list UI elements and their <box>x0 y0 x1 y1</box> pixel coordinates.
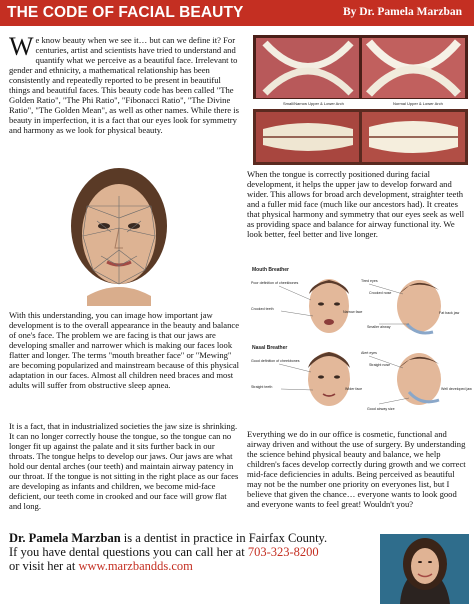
footer-website-line <box>9 560 193 573</box>
footer-phone-number[interactable]: 703-323-8200 <box>247 545 319 559</box>
face-mask-illustration <box>57 166 182 306</box>
mouth-label-5: Smaller airway <box>367 325 391 329</box>
dental-caption-left: Small/Narrow Upper & Lower Arch <box>283 101 344 106</box>
smile-illustration <box>253 109 468 165</box>
drop-cap: W <box>9 32 34 61</box>
footer-author-suffix: is a dentist in practice in Fairfax County. <box>120 531 328 545</box>
nasal-label-5: Well developed jaw <box>441 387 472 391</box>
mouth-label-2: Narrow face <box>343 310 363 314</box>
portrait-illustration <box>380 534 469 604</box>
author-byline: By Dr. Pamela Marzban <box>342 6 462 18</box>
breather-comparison-diagram <box>249 264 472 419</box>
footer-phone-line <box>9 546 319 559</box>
header-banner <box>0 0 474 26</box>
author-portrait <box>380 534 469 604</box>
nasal-label-6: Good airway size <box>367 407 395 411</box>
footer-website-prefix: or visit her at <box>9 559 79 573</box>
golden-ratio-face-image <box>57 166 182 306</box>
smile-photos <box>253 109 468 165</box>
nasal-label-0: Good definition of cheekbones <box>251 359 300 363</box>
page-title: THE CODE OF FACIAL BEAUTY <box>7 4 244 21</box>
office-paragraph: Everything we do in our office is cosmetic, functional and airway driven and without the use of surgery. By understanding the science behind physical beauty and balance, we help children's faces develop correctly during growth and we correct mid-face deficiencies in adults. Being perceived as beautiful may not be the number one priority on everyones list, but I believe that given the chance… everyone wants to look good and everyone wants to feel great! Wouldn't you? <box>247 429 466 509</box>
nasal-label-1: Straight teeth <box>251 385 273 389</box>
dental-caption-right: Normal Upper & Lower Arch <box>393 101 443 106</box>
mouth-label-4: Crooked nose <box>369 291 392 295</box>
footer-phone-prefix: If you have dental questions you can call her at <box>9 545 248 559</box>
tongue-paragraph: When the tongue is correctly positioned during facial development, it helps the upper jaw to develop forward and wider. This allows for broad arch development, straighter teeth and a fuller mid face (much like our ancestors had). It creates that physical harmony and symmetry that our eyes seek as well as providing space and balance for airway functional ity. We look better, feel better and live longer. <box>247 169 465 239</box>
nasal-breather-title: Nasal Breather <box>252 345 288 351</box>
footer-author-line <box>9 532 327 545</box>
dental-arches-photo <box>253 35 468 108</box>
nasal-label-2: Wider face <box>345 387 363 391</box>
breather-diagram-illustration <box>249 264 472 419</box>
mouth-breather-title: Mouth Breather <box>252 267 289 273</box>
industrialized-paragraph: It is a fact, that in industrialized societies the jaw size is shrinking. It can no longer correctly house the tongue, so the tongue can no longer fit up against the palate and it sits further back in our throats. The tongue helps to develop our jaws. Our jaws are what hold our dental arches (our teeth) and maintain airway patency in our throat. If the tongue is not sitting in the right place as our faces are developing as infants and children, we become mid-face deficient, our teeth come in crooked and our face will grow flat and long. <box>9 421 239 511</box>
mouth-label-1: Crooked teeth <box>251 307 274 311</box>
mouth-label-3: Tired eyes <box>361 279 378 283</box>
intro-paragraph <box>9 32 241 136</box>
understanding-paragraph: With this understanding, you can image how important jaw development is to the overall appearance in the beauty and balance of one's face. The problem we are facing is that our jaws are developing smaller and narrower which is making our faces look flatter and longer. The terms "mouth breather face" or "Mewing" are becoming popularized and mainstream because of this physical adaptation in our faces. Almost all children need braces and most adults will suffer from obstructive sleep apnea. <box>9 310 240 390</box>
footer-website-link[interactable]: www.marzbandds.com <box>78 559 193 573</box>
mouth-label-0: Poor definition of cheekbones <box>251 281 299 285</box>
intro-text: e know beauty when we see it… but can we define it? For centuries, artist and scientists have tried to understand and quantify what we perceive as a beautiful face. Irrelevant to gender and ethnicity, a mathematical relationship has been consistently and repeatedly reported to be present in beautiful things and beautiful faces. This beauty code has been called "The Golden Ratio", "The Phi Ratio", "Fibonacci Ratio", "The Divine Ratio", "The Golden Mean", as well as other names. While there is beauty in imperfection, it is a fact that our eyes look for symmetry and harmony as we look for physical beauty. <box>9 35 239 135</box>
mouth-label-6: Fat back jaw <box>439 311 460 315</box>
nasal-label-3: Alert eyes <box>361 351 377 355</box>
dental-arches-illustration <box>253 35 468 108</box>
nasal-label-4: Straight nose <box>369 363 391 367</box>
footer-author-name: Dr. Pamela Marzban <box>9 531 121 545</box>
